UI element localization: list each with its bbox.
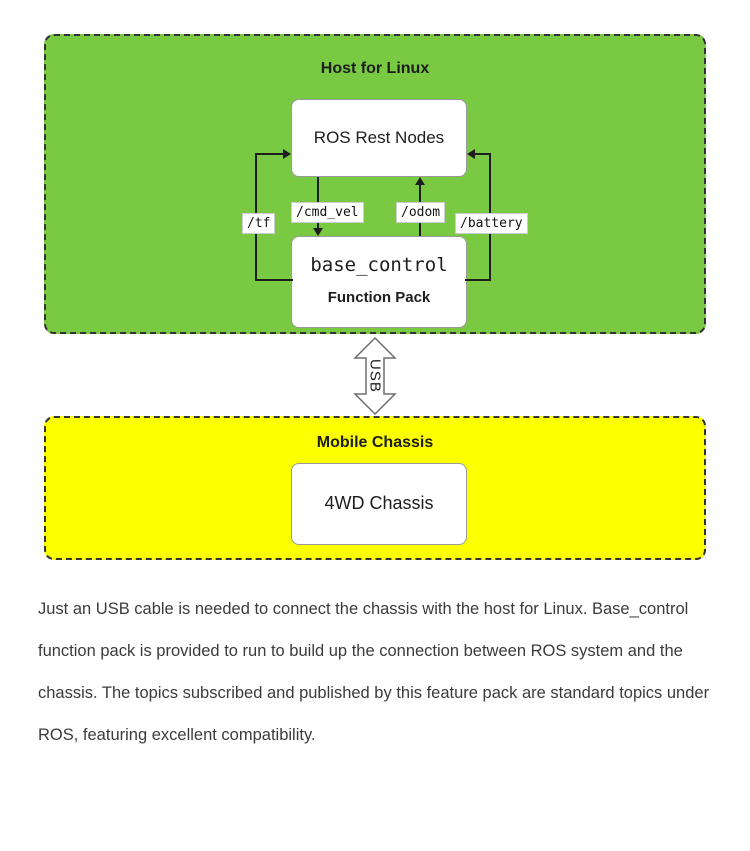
host-panel-title: Host for Linux: [320, 60, 430, 77]
tf-line-top: [255, 153, 283, 155]
host-for-linux-panel: [44, 34, 706, 334]
cmd-vel-arrowhead: [313, 228, 323, 236]
battery-line-top: [475, 153, 491, 155]
base-control-label: base_control: [310, 254, 448, 276]
ros-rest-nodes-label: ROS Rest Nodes: [313, 128, 445, 147]
topic-label-odom: /odom: [396, 202, 445, 223]
topic-label-cmd-vel: /cmd_vel: [291, 202, 364, 223]
topic-label-battery: /battery: [455, 213, 528, 234]
battery-arrowhead: [467, 149, 475, 159]
chassis-box: [291, 463, 467, 545]
caption-text: Just an USB cable is needed to connect the chassis with the host for Linux. Base_control function pack is provided to run to build up the connection between ROS system and the chassis. The topics subscribed and published by this feature pack are standard topics under ROS, featuring excellent compatibility.: [38, 600, 710, 744]
usb-label: USB: [366, 359, 384, 393]
topic-label-tf: /tf: [242, 213, 275, 234]
mobile-chassis-panel: [44, 416, 706, 560]
base-control-box: [291, 236, 467, 328]
chassis-box-label: 4WD Chassis: [324, 493, 434, 513]
tf-line-bottom: [255, 279, 293, 281]
battery-line-bottom: [465, 279, 491, 281]
ros-rest-nodes-box: [291, 99, 467, 177]
base-control-sublabel: Function Pack: [327, 289, 431, 306]
tf-arrowhead: [283, 149, 291, 159]
chassis-panel-title: Mobile Chassis: [316, 434, 434, 451]
usb-connector: [331, 336, 419, 416]
odom-arrowhead: [415, 177, 425, 185]
